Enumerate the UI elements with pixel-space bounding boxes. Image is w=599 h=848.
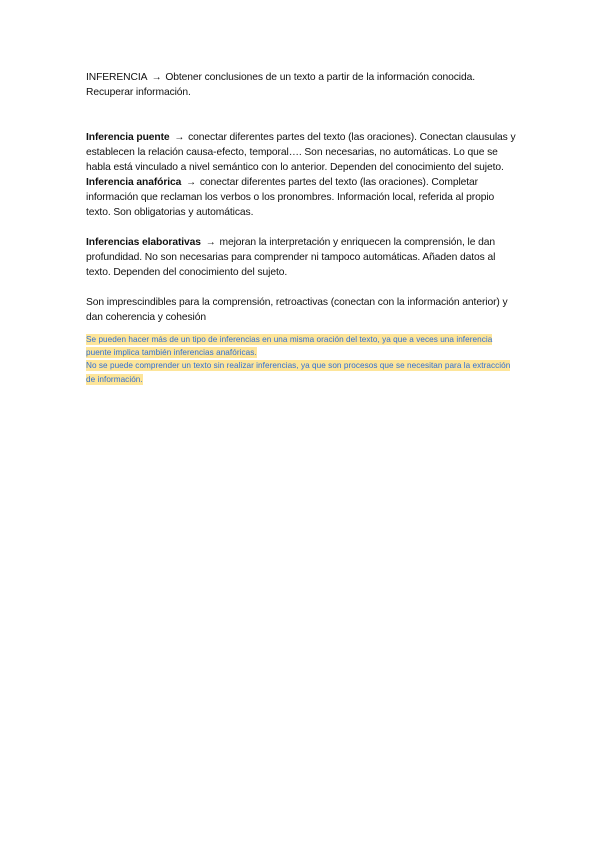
- type-text: conectar diferentes partes del texto (las oraciones). Conectan clausulas y establecen la relación causa-efecto, temporal…. Son necesarias, no automáticas. Lo que se habla está vinculado a nivel semántico con lo anterior. Dependen del conocimiento del sujeto.: [86, 132, 516, 173]
- type-term: Inferencia puente: [86, 132, 170, 143]
- type-text: conectar diferentes partes del texto (las oraciones). Completar información que reclaman los verbos o los pronombres. Información local, referida al propio texto. Son obligatorias y automáticas.: [86, 177, 495, 218]
- spacer: [86, 220, 516, 235]
- type-paragraph-elaborativas: [86, 235, 516, 280]
- highlighted-note: [86, 333, 516, 386]
- spacer: [86, 100, 516, 130]
- arrow-right-icon: →: [174, 132, 185, 143]
- type-term: Inferencia anafórica: [86, 177, 182, 188]
- arrow-right-icon: →: [151, 72, 162, 83]
- document-body: [86, 70, 516, 386]
- type-term: Inferencias elaborativas: [86, 237, 201, 248]
- type-paragraph-anaforica: [86, 175, 516, 220]
- type-text: mejoran la interpretación y enriquecen la comprensión, le dan profundidad. No son necesarias para comprender ni tampoco automáticas. Añaden datos al texto. Dependen del conocimiento del sujeto.: [86, 237, 496, 278]
- type-paragraph-puente: [86, 130, 516, 175]
- arrow-right-icon: →: [186, 177, 196, 188]
- note-line-2: No se puede comprender un texto sin realizar inferencias, ya que son procesos que se necesitan para la extracción de información.: [86, 361, 511, 384]
- summary-paragraph: Son imprescindibles para la comprensión, retroactivas (conectan con la información anterior) y dan coherencia y cohesión: [86, 297, 508, 323]
- spacer: [86, 325, 516, 333]
- spacer: [86, 280, 516, 295]
- arrow-right-icon: →: [205, 237, 216, 248]
- intro-term: INFERENCIA: [86, 72, 147, 83]
- intro-paragraph: [86, 70, 516, 100]
- note-line-1: Se pueden hacer más de un tipo de inferencias en una misma oración del texto, ya que a veces una inferencia puente implica también inferencias anafóricas.: [86, 335, 493, 358]
- intro-definition: Obtener conclusiones de un texto a partir de la información conocida. Recuperar información.: [86, 72, 475, 98]
